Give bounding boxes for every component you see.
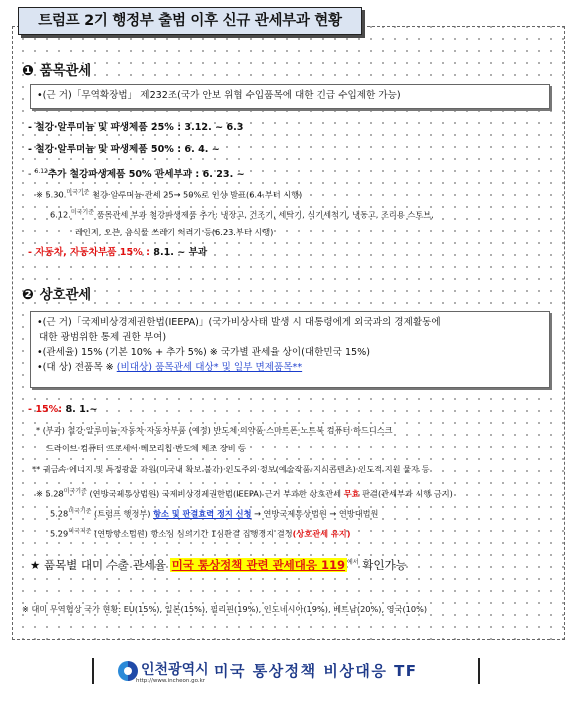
section-2-rate: •(관세율) 15% (기본 10% + 추가 5%) ※ 국가별 관세율 상이(대한민국 15%): [37, 347, 371, 358]
section-2-basis-box: [30, 311, 550, 388]
court-line-1: ※ $5.28^{미국기준}$ (연방국제통상법원) 국제비상경제권한법(IEEPA) 근거 부과한 상호관세 무효 판결(관세부과 시행 금지): [36, 488, 453, 499]
exempt-items-link[interactable]: (비대상) 품목관세 대상* 및 일부 면제품목**: [116, 362, 303, 373]
court-line-2: $5.28^{미국기준}$ (트럼프 행정부) 항소 및 판결효력 정지 신청 → 연방국제통상법원 → 연방대법원: [50, 508, 379, 519]
tariff-item-1: - 철강·알루미늄 및 파생제품 25% : 3.12. ~ 6.3: [28, 122, 244, 133]
page-title: 트럼프 2기 행정부 출범 이후 신규 관세부과 현황: [18, 7, 362, 35]
court-line-3: $5.29^{미국기준}$ (연방항소법원) 항소심 심의기간 1심판결 집행정지 결정(상호관세 유지): [50, 528, 351, 539]
footer-bar-left: [92, 658, 94, 684]
footer-tf-name: 미국 통상정책 비상대응 TF: [214, 662, 418, 680]
section-2-number: ❷: [22, 287, 34, 303]
reciprocal-rate-line: - 15%: 8. 1.~: [28, 404, 98, 415]
tariff-lookup-line: ★ 품목별 대미 수출 관세율 미국 통상정책 관련 관세대응 119 $^{에서}$ 확인가능: [30, 558, 407, 572]
footer-org: 인천광역시: [141, 662, 209, 678]
negotiation-footnote: ※ 대미 무역협상 국가 현황: EU(15%), 일본(15%), 필리핀(19%), 인도네시아(19%), 베트남(20%), 영국(10%): [22, 604, 428, 614]
tariff-list-line-1: * (부과) 철강·알루미늄·자동차·자동차부품 (예정) 반도체·의약품·스마트폰·노트북 컴퓨터·하드디스크: [36, 425, 393, 435]
footer-url[interactable]: http://www.incheon.go.kr: [136, 678, 206, 684]
section-1-basis: •(근 거)「무역확장법」 제232조(국가 안보 위협 수입품목에 대한 긴급 수입제한 가능): [37, 90, 401, 101]
section-2-title: 상호관세: [39, 287, 92, 303]
section-2-basis-line-1: •(근 거)「국제비상경제권한법(IEEPA)」(국가비상사태 발생 시 대통령에게 외국과의 경제활동에: [37, 317, 441, 328]
section-1-note-3: 레인지, 오븐, 음식물 쓰레기 처리기 등(6.23.부터 시행): [75, 227, 274, 237]
footer-bar-right: [478, 658, 480, 684]
section-2-target: •(대 상) 전품목 ※ (비대상) 품목관세 대상* 및 일부 면제품목**: [37, 362, 303, 373]
tariff-item-2: - 철강·알루미늄 및 파생제품 50% : 6. 4. ~: [28, 144, 220, 155]
auto-tariff-line: - 자동차, 자동차부품 15% : 8.1. ~ 부과: [28, 247, 208, 258]
section-1-note-1: ※ 5.30.$^{미국기준}$ 철강·알루미늄 관세 25→ 50%로 인상 발표(6.4.부터 시행): [36, 189, 303, 200]
section-1-heading: [22, 59, 91, 79]
section-1-number: ❶: [22, 63, 34, 79]
section-1-note-2: 6.12.$^{미국기준}$ 품목관세 부과 철강파생제품 추가: 냉장고, 건조기, 세탁기, 식기세척기, 냉동고, 조리용 스토브,: [50, 209, 434, 220]
tariff-list-line-2: 드라이브·컴퓨터 프로세서·메모리칩·반도체 제조 장비 등: [46, 443, 247, 453]
tariff-119-link[interactable]: 미국 통상정책 관련 관세대응 119: [171, 558, 346, 572]
section-2-heading: [22, 283, 91, 303]
tariff-item-3: - $^{6.12}$추가 철강파생제품 50% 관세부과 : 6. 23. ~: [28, 168, 245, 181]
incheon-logo-icon: [118, 661, 138, 681]
section-1-title: 품목관세: [39, 63, 92, 79]
section-2-basis-line-2: 대한 광범위한 통제 권한 부여): [39, 332, 167, 343]
section-1-basis-box: [30, 84, 550, 109]
tariff-list-line-3: ** 귀금속·에너지 및 특정광물 자원(미국내 확보 불가)·인도주의·정보(예술작품·지식콘텐츠)·인도적 지원 물자 등: [32, 464, 430, 474]
